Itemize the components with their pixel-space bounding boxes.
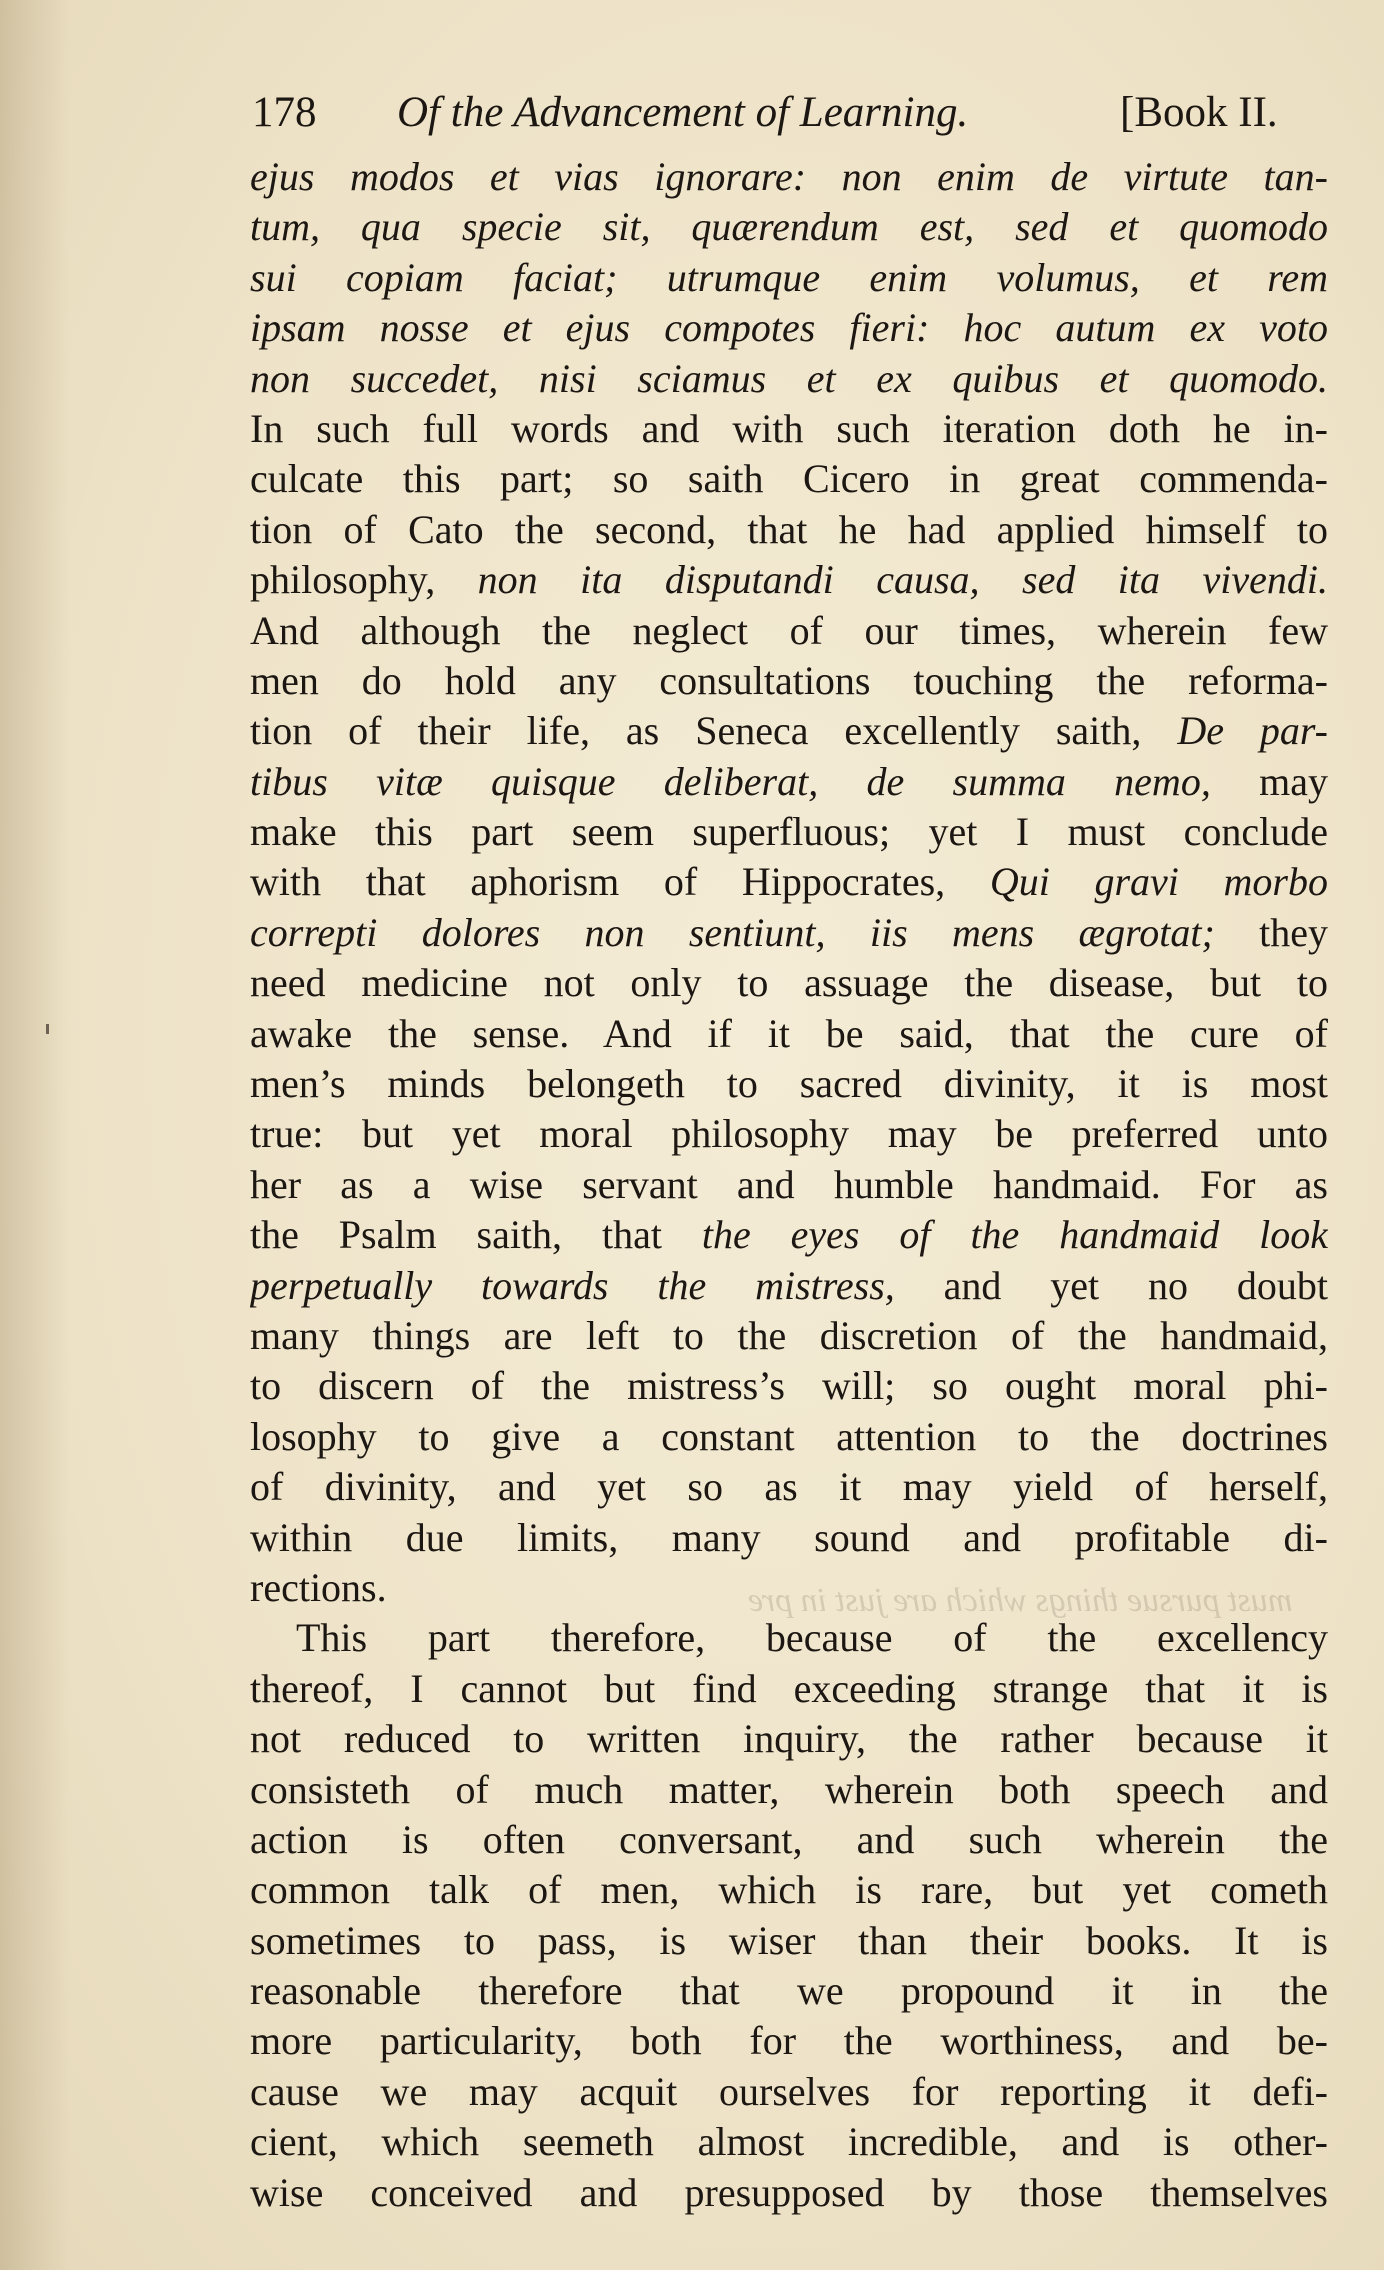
text-line bbox=[250, 2067, 1328, 2117]
text-line bbox=[250, 1513, 1328, 1563]
text-line bbox=[250, 1311, 1328, 1361]
text-line bbox=[250, 2016, 1328, 2066]
text-run: her as a wise servant and humble handmaid. For as bbox=[250, 1161, 1328, 1207]
text-run: not reduced to written inquiry, the rather because it bbox=[250, 1716, 1328, 1762]
text-line bbox=[250, 1009, 1328, 1059]
text-line bbox=[250, 1815, 1328, 1865]
text-run: sometimes to pass, is wiser than their books. It is bbox=[250, 1917, 1328, 1963]
text-line bbox=[250, 1210, 1328, 1260]
italic-text: ejus modos et vias ignorare: non enim de virtute tan- bbox=[250, 154, 1328, 199]
text-line bbox=[250, 1109, 1328, 1159]
text-line bbox=[250, 1462, 1328, 1512]
italic-text: Qui gravi morbo bbox=[989, 859, 1328, 905]
italic-text: the eyes of the handmaid look bbox=[701, 1212, 1328, 1258]
text-run: philosophy, bbox=[250, 557, 478, 603]
text-run: culcate this part; so saith Cicero in great commenda- bbox=[250, 456, 1328, 502]
text-run: awake the sense. And if it be said, that the cure of bbox=[250, 1010, 1328, 1056]
text-run: rections. bbox=[250, 1564, 387, 1610]
text-run: This part therefore, because of the excellency bbox=[296, 1615, 1328, 1661]
italic-text: De par- bbox=[1177, 708, 1328, 754]
book-label: [Book II. bbox=[1120, 89, 1278, 136]
text-line bbox=[250, 454, 1328, 504]
text-run: make this part seem superfluous; yet I must conclude bbox=[250, 809, 1328, 855]
text-line bbox=[250, 656, 1328, 706]
text-line bbox=[250, 757, 1328, 807]
text-line bbox=[250, 606, 1328, 656]
show-through-text: must pursue things which are just in pre bbox=[747, 1582, 1292, 1619]
text-line bbox=[250, 202, 1328, 252]
text-line bbox=[250, 1059, 1328, 1109]
italic-text: tum, qua specie sit, quærendum est, sed et quomodo bbox=[250, 204, 1328, 250]
text-run: and yet no doubt bbox=[894, 1262, 1328, 1308]
text-run: may bbox=[1210, 758, 1328, 804]
text-line bbox=[250, 404, 1328, 454]
text-line bbox=[250, 2117, 1328, 2167]
italic-text: correpti dolores non sentiunt, iis mens ægrotat; bbox=[250, 909, 1215, 955]
italic-text: ipsam nosse et ejus compotes fieri: hoc autum ex voto bbox=[250, 305, 1328, 351]
text-line bbox=[250, 1916, 1328, 1966]
text-run: to discern of the mistress’s will; so ought moral phi- bbox=[250, 1363, 1328, 1409]
italic-text: non ita disputandi causa, sed ita vivendi. bbox=[477, 557, 1328, 603]
text-line bbox=[250, 505, 1328, 555]
text-line bbox=[250, 1361, 1328, 1411]
text-line bbox=[250, 555, 1328, 605]
text-line bbox=[250, 1714, 1328, 1764]
text-run: within due limits, many sound and profitable di- bbox=[250, 1514, 1328, 1560]
text-run: tion of their life, as Seneca excellently saith, bbox=[250, 708, 1178, 754]
text-line bbox=[250, 1966, 1328, 2016]
text-line bbox=[250, 1664, 1328, 1714]
text-run: men’s minds belongeth to sacred divinity, it is most bbox=[250, 1061, 1328, 1107]
text-run: more particularity, both for the worthiness, and be- bbox=[250, 2018, 1328, 2064]
text-run: tion of Cato the second, that he had applied himself to bbox=[250, 506, 1328, 552]
text-run: with that aphorism of Hippocrates, bbox=[250, 859, 990, 905]
italic-text: tibus vitæ quisque deliberat, de summa nemo, bbox=[250, 758, 1211, 804]
italic-text: non succedet, nisi sciamus et ex quibus et quomodo. bbox=[250, 355, 1328, 401]
text-run: true: but yet moral philosophy may be preferred unto bbox=[250, 1111, 1328, 1157]
text-line bbox=[250, 958, 1328, 1008]
text-line bbox=[250, 1865, 1328, 1915]
text-line bbox=[250, 1765, 1328, 1815]
text-run: reasonable therefore that we propound it in the bbox=[250, 1968, 1328, 2014]
text-run: In such full words and with such iteration doth he in- bbox=[250, 405, 1328, 451]
text-line bbox=[250, 2168, 1328, 2218]
text-run: they bbox=[1214, 909, 1328, 955]
text-run: action is often conversant, and such wherein the bbox=[250, 1816, 1328, 1862]
text-run: need medicine not only to assuage the disease, but to bbox=[250, 960, 1328, 1006]
text-line bbox=[250, 908, 1328, 958]
text-run: cause we may acquit ourselves for reporting it defi- bbox=[250, 2068, 1328, 2114]
margin-mark bbox=[46, 1024, 49, 1034]
page-number: 178 bbox=[252, 89, 317, 136]
text-run: consisteth of much matter, wherein both speech and bbox=[250, 1766, 1328, 1812]
text-run: of divinity, and yet so as it may yield of herself, bbox=[250, 1464, 1328, 1510]
text-run: thereof, I cannot but find exceeding strange that it is bbox=[250, 1665, 1328, 1711]
text-run: the Psalm saith, that bbox=[250, 1212, 702, 1258]
text-run: And although the neglect of our times, wherein few bbox=[250, 607, 1328, 653]
text-line bbox=[250, 354, 1328, 404]
text-line bbox=[250, 1613, 1328, 1663]
running-header bbox=[252, 82, 1332, 144]
text-line bbox=[250, 1261, 1328, 1311]
text-line bbox=[250, 1412, 1328, 1462]
text-run: common talk of men, which is rare, but yet cometh bbox=[250, 1867, 1328, 1913]
text-line bbox=[250, 152, 1328, 202]
text-line bbox=[250, 807, 1328, 857]
text-line bbox=[250, 253, 1328, 303]
text-line bbox=[250, 1160, 1328, 1210]
italic-text: sui copiam faciat; utrumque enim volumus, et rem bbox=[250, 254, 1328, 300]
text-line bbox=[250, 1563, 1328, 1613]
text-run: losophy to give a constant attention to the doctrines bbox=[250, 1413, 1328, 1459]
text-run: cient, which seemeth almost incredible, and is other- bbox=[250, 2119, 1328, 2165]
text-line bbox=[250, 857, 1328, 907]
gutter-shadow bbox=[0, 0, 70, 2270]
body-text bbox=[250, 152, 1328, 2218]
text-run: wise conceived and presupposed by those themselves bbox=[250, 2169, 1328, 2215]
text-line bbox=[250, 706, 1328, 756]
text-run: men do hold any consultations touching the reforma- bbox=[250, 657, 1328, 703]
running-title: Of the Advancement of Learning. bbox=[397, 89, 969, 136]
italic-text: perpetually towards the mistress, bbox=[250, 1262, 895, 1308]
text-line bbox=[250, 303, 1328, 353]
text-run: many things are left to the discretion of the handmaid, bbox=[250, 1312, 1328, 1358]
